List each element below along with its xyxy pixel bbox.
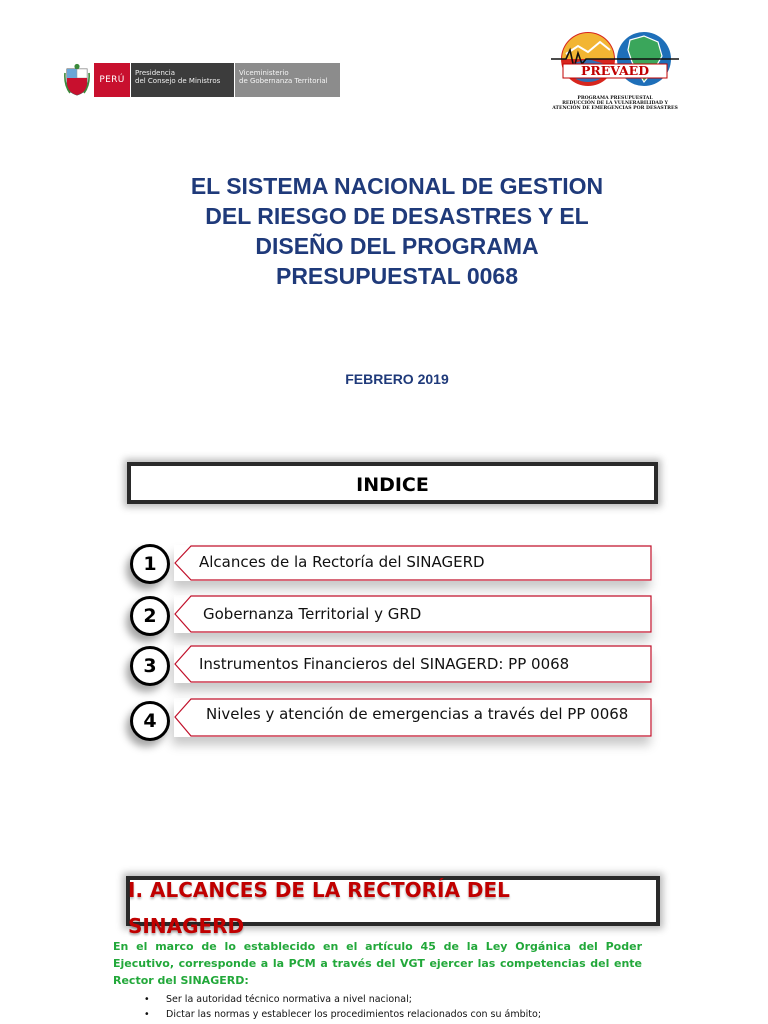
section-paragraph: En el marco de lo establecido en el artículo 45 de la Ley Orgánica del Poder Ejecutivo, corresponde a la PCM a través del VGT ejercer las competencias del ente Rector del SINAGERD: — [113, 940, 642, 987]
list-item: • Dictar las normas y establecer los procedimientos relacionados con su ámbito; — [140, 1007, 660, 1022]
coat-of-arms-icon — [64, 63, 90, 97]
index-number-1: 1 — [130, 544, 170, 584]
competencies-list — [140, 992, 660, 1022]
index-item-1[interactable] — [174, 545, 652, 581]
prevaed-logo-text: PREVAED — [580, 63, 650, 78]
government-logo — [64, 63, 340, 97]
index-number-4: 4 — [130, 701, 170, 741]
index-heading: INDICE — [356, 474, 429, 496]
index-item-4[interactable] — [174, 698, 652, 737]
index-number-2: 2 — [130, 596, 170, 636]
index-item-label: Niveles y atención de emergencias a través del PP 0068 — [206, 705, 629, 723]
entity-label: Presidencia del Consejo de Ministros — [130, 63, 234, 97]
document-title: EL SISTEMA NACIONAL DE GESTION DEL RIESGO DE DESASTRES Y EL DISEÑO DEL PROGRAMA PRESUPUESTAL 0068 — [190, 173, 604, 289]
index-item-label: Gobernanza Territorial y GRD — [203, 605, 422, 623]
list-item: • Ser la autoridad técnico normativa a nivel nacional; — [140, 992, 660, 1007]
office-label: Viceministerio de Gobernanza Territorial — [234, 63, 340, 97]
index-item-2[interactable] — [174, 595, 652, 633]
country-label: PERÚ — [94, 63, 130, 97]
index-number-3: 3 — [130, 646, 170, 686]
index-item-label: Instrumentos Financieros del SINAGERD: PP 0068 — [199, 655, 570, 673]
document-date: FEBRERO 2019 — [345, 371, 449, 387]
index-item-3[interactable] — [174, 645, 652, 683]
section-heading: I. ALCANCES DE LA RECTORÍA DEL SINAGERD — [128, 878, 510, 938]
prevaed-caption: PROGRAMA PRESUPUESTAL REDUCCIÓN DE LA VULNERABILIDAD Y ATENCIÓN DE EMERGENCIAS POR DESASTRES — [552, 96, 678, 112]
index-item-label: Alcances de la Rectoría del SINAGERD — [199, 553, 485, 571]
